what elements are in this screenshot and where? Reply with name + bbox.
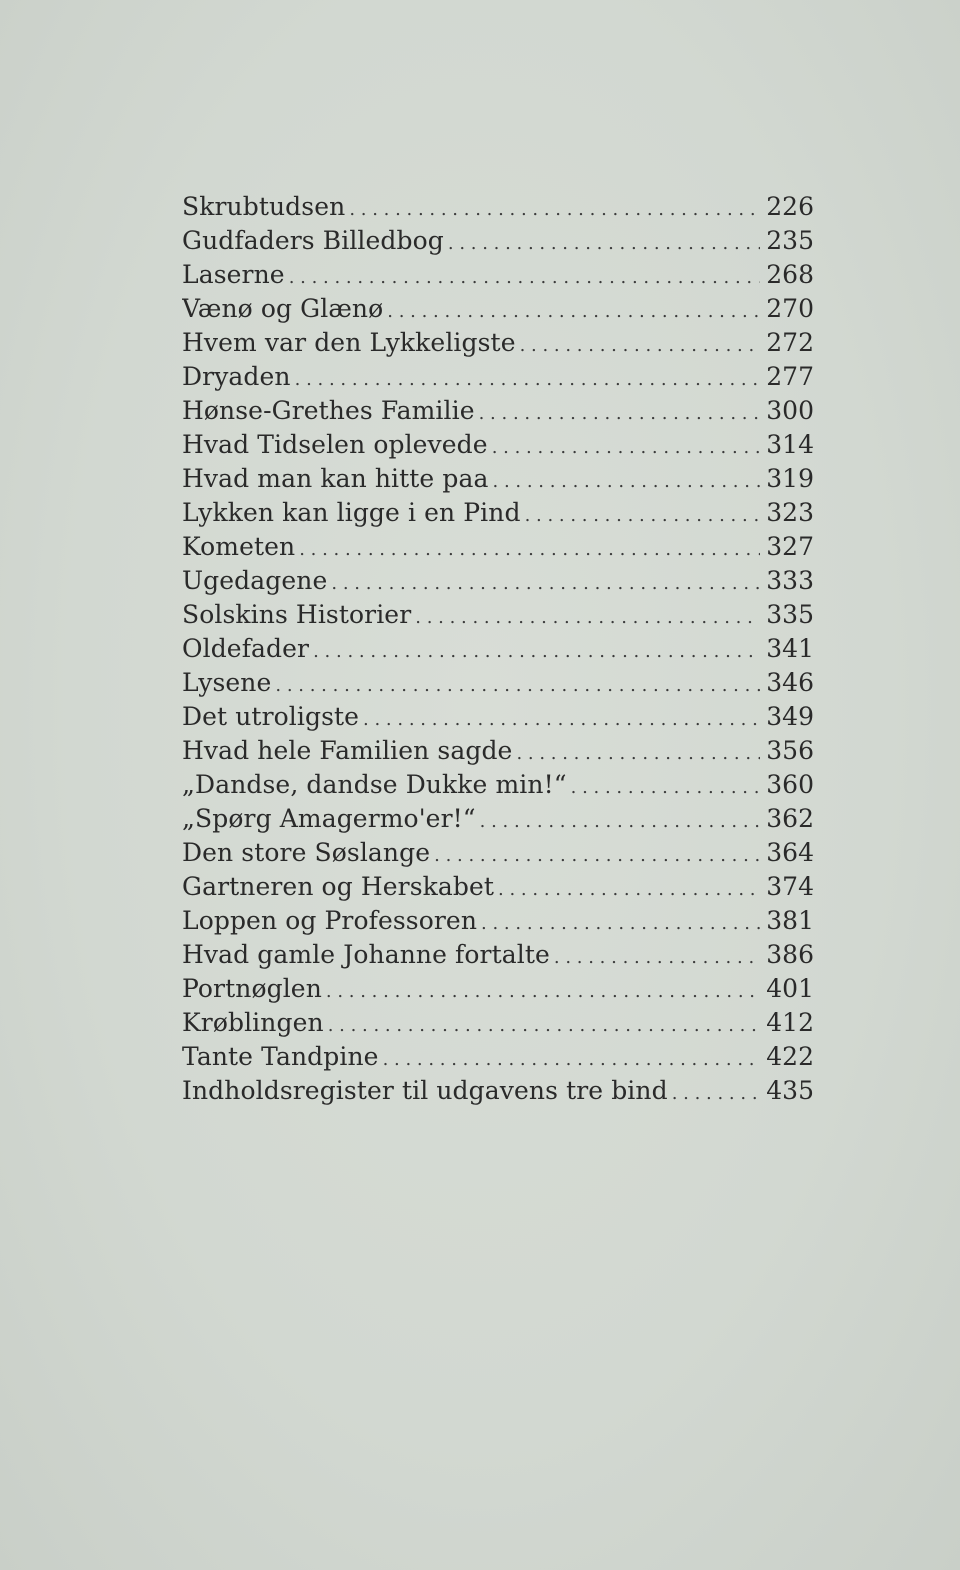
toc-entry-title: Lykken kan ligge i en Pind xyxy=(182,498,521,527)
toc-entry-title: „Dandse, dandse Dukke min!“ xyxy=(182,770,567,799)
toc-entry-page: 341 xyxy=(766,634,814,663)
toc-entry xyxy=(182,258,814,292)
toc-entry-page: 268 xyxy=(766,260,814,289)
toc-leader-dots xyxy=(313,635,760,666)
toc-leader-dots xyxy=(516,737,760,768)
toc-entry-page: 422 xyxy=(766,1042,814,1071)
toc-entry-title: Den store Søslange xyxy=(182,838,431,867)
toc-entry xyxy=(182,700,814,734)
toc-entry-page: 381 xyxy=(766,906,814,935)
toc-entry-title: Loppen og Professoren xyxy=(182,906,478,935)
toc-leader-dots xyxy=(349,193,760,224)
toc-entry-title: Solskins Historier xyxy=(182,600,412,629)
toc-leader-dots xyxy=(525,499,761,530)
toc-leader-dots xyxy=(299,533,760,564)
toc-entry-page: 277 xyxy=(766,362,814,391)
toc-leader-dots xyxy=(492,431,761,462)
toc-entry-page: 300 xyxy=(766,396,814,425)
toc-entry-title: Hvad Tidselen oplevede xyxy=(182,430,488,459)
toc-entry-page: 226 xyxy=(766,192,814,221)
toc-leader-dots xyxy=(387,295,760,326)
toc-leader-dots xyxy=(479,397,761,428)
toc-entry-page: 362 xyxy=(766,804,814,833)
toc-entry-page: 349 xyxy=(766,702,814,731)
toc-entry-page: 412 xyxy=(766,1008,814,1037)
toc-entry-title: Hvad hele Familien sagde xyxy=(182,736,513,765)
toc-entry-page: 235 xyxy=(766,226,814,255)
toc-entry xyxy=(182,326,814,360)
toc-entry-page: 319 xyxy=(766,464,814,493)
toc-entry-page: 401 xyxy=(766,974,814,1003)
toc-entry-title: Gudfaders Billedbog xyxy=(182,226,444,255)
toc-leader-dots xyxy=(328,1009,761,1040)
toc-leader-dots xyxy=(480,805,761,836)
toc-entry-page: 435 xyxy=(766,1076,814,1105)
toc-entry xyxy=(182,496,814,530)
toc-entry-title: Hønse-Grethes Familie xyxy=(182,396,475,425)
toc-leader-dots xyxy=(672,1077,761,1108)
toc-leader-dots xyxy=(448,227,760,258)
toc-leader-dots xyxy=(326,975,760,1006)
toc-entry xyxy=(182,530,814,564)
table-of-contents xyxy=(182,190,814,1108)
toc-leader-dots xyxy=(571,771,761,802)
toc-entry xyxy=(182,462,814,496)
toc-entry-title: Hvad man kan hitte paa xyxy=(182,464,489,493)
toc-entry-page: 364 xyxy=(766,838,814,867)
toc-entry-title: Tante Tandpine xyxy=(182,1042,379,1071)
toc-entry-title: Indholdsregister til udgavens tre bind xyxy=(182,1076,668,1105)
toc-entry-title: Lysene xyxy=(182,668,272,697)
toc-leader-dots xyxy=(363,703,760,734)
toc-entry xyxy=(182,734,814,768)
toc-entry xyxy=(182,972,814,1006)
toc-entry-title: Portnøglen xyxy=(182,974,322,1003)
toc-entry xyxy=(182,190,814,224)
toc-leader-dots xyxy=(275,669,760,700)
toc-entry-page: 323 xyxy=(766,498,814,527)
toc-entry-title: Skrubtudsen xyxy=(182,192,346,221)
toc-entry xyxy=(182,632,814,666)
toc-entry-title: Laserne xyxy=(182,260,285,289)
toc-entry-page: 386 xyxy=(766,940,814,969)
toc-entry xyxy=(182,224,814,258)
toc-entry xyxy=(182,1006,814,1040)
toc-entry xyxy=(182,292,814,326)
toc-entry xyxy=(182,360,814,394)
toc-leader-dots xyxy=(554,941,760,972)
toc-entry-title: Det utroligste xyxy=(182,702,360,731)
toc-entry-page: 333 xyxy=(766,566,814,595)
toc-entry-page: 360 xyxy=(766,770,814,799)
toc-leader-dots xyxy=(493,465,761,496)
toc-entry-page: 270 xyxy=(766,294,814,323)
toc-entry-title: Ugedagene xyxy=(182,566,328,595)
toc-entry-page: 327 xyxy=(766,532,814,561)
toc-entry-page: 314 xyxy=(766,430,814,459)
toc-entry-title: Dryaden xyxy=(182,362,291,391)
toc-entry-page: 272 xyxy=(766,328,814,357)
toc-entry xyxy=(182,802,814,836)
toc-leader-dots xyxy=(481,907,760,938)
toc-entry-page: 356 xyxy=(766,736,814,765)
toc-entry xyxy=(182,836,814,870)
toc-entry xyxy=(182,1040,814,1074)
toc-entry-title: Krøblingen xyxy=(182,1008,324,1037)
toc-entry-title: Gartneren og Herskabet xyxy=(182,872,495,901)
toc-entry-title: Hvem var den Lykkeligste xyxy=(182,328,516,357)
toc-entry-title: Hvad gamle Johanne fortalte xyxy=(182,940,550,969)
toc-leader-dots xyxy=(434,839,760,870)
toc-entry-title: Oldefader xyxy=(182,634,310,663)
toc-entry-page: 346 xyxy=(766,668,814,697)
toc-leader-dots xyxy=(331,567,760,598)
toc-entry xyxy=(182,904,814,938)
toc-entry xyxy=(182,564,814,598)
toc-entry xyxy=(182,598,814,632)
toc-leader-dots xyxy=(383,1043,761,1074)
toc-entry xyxy=(182,428,814,462)
toc-leader-dots xyxy=(520,329,761,360)
toc-entry-title: Vænø og Glænø xyxy=(182,294,384,323)
toc-entry-page: 335 xyxy=(766,600,814,629)
toc-entry xyxy=(182,394,814,428)
toc-entry-page: 374 xyxy=(766,872,814,901)
toc-entry xyxy=(182,666,814,700)
toc-entry xyxy=(182,768,814,802)
toc-entry xyxy=(182,938,814,972)
toc-leader-dots xyxy=(295,363,761,394)
toc-entry xyxy=(182,870,814,904)
toc-entry-title: Kometen xyxy=(182,532,296,561)
toc-leader-dots xyxy=(498,873,760,904)
toc-entry xyxy=(182,1074,814,1108)
toc-leader-dots xyxy=(415,601,760,632)
toc-entry-title: „Spørg Amagermo'er!“ xyxy=(182,804,476,833)
toc-leader-dots xyxy=(289,261,761,292)
